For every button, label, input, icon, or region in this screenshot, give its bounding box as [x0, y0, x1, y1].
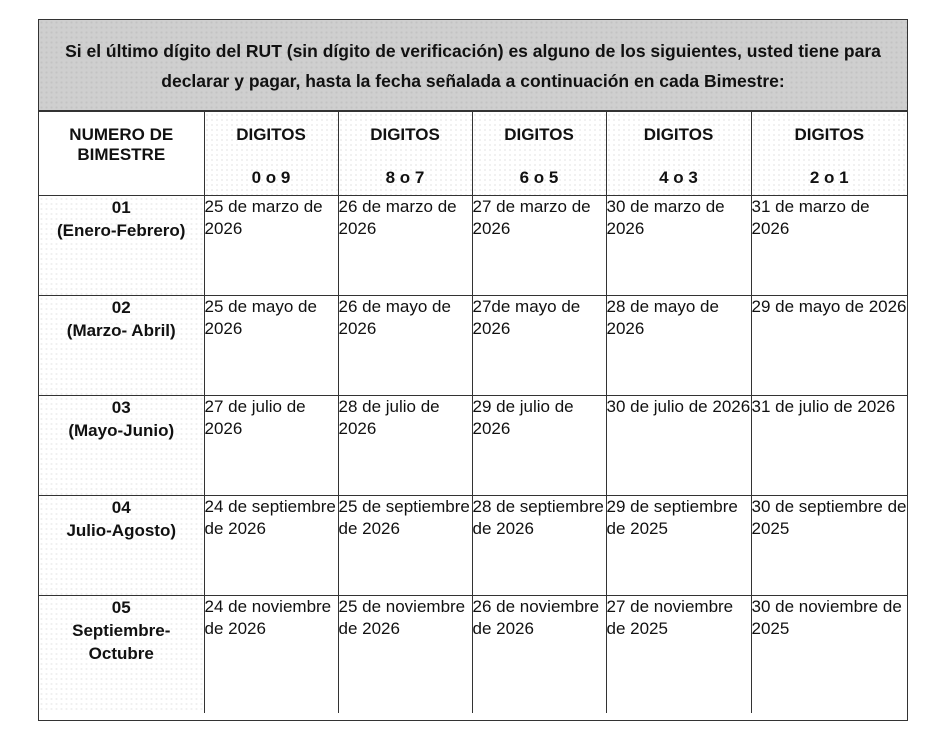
header-digits-1: [204, 112, 338, 196]
deadline-cell: 29 de septiembre de 2025: [606, 496, 751, 596]
table-row: [39, 496, 907, 596]
deadline-cell: 27 de marzo de 2026: [472, 196, 606, 296]
deadline-cell: 31 de marzo de 2026: [751, 196, 907, 296]
bimestre-name: Septiembre-Octubre: [72, 621, 171, 663]
bimestre-name: (Marzo- Abril): [66, 321, 176, 340]
header-digits-2: [338, 112, 472, 196]
deadline-cell: 26 de marzo de 2026: [338, 196, 472, 296]
bimestre-cell: [39, 596, 204, 713]
deadline-cell: 24 de septiembre de 2026: [204, 496, 338, 596]
deadline-cell: 25 de septiembre de 2026: [338, 496, 472, 596]
bimestre-number: 03: [111, 398, 131, 417]
deadline-cell: 25 de mayo de 2026: [204, 296, 338, 396]
bimestre-number: 02: [111, 298, 131, 317]
bimestre-name: Julio-Agosto): [66, 521, 177, 540]
deadline-table: [39, 111, 907, 713]
header-digits-label: DIGITOS: [236, 125, 306, 144]
bimestre-number: 01: [111, 198, 131, 217]
deadline-cell: 31 de julio de 2026: [751, 396, 907, 496]
deadline-cell: 28 de septiembre de 2026: [472, 496, 606, 596]
bimestre-number: 05: [111, 598, 131, 617]
deadline-cell: 29 de mayo de 2026: [751, 296, 907, 396]
deadline-cell: 30 de julio de 2026: [606, 396, 751, 496]
header-digits-pair: 6 o 5: [519, 168, 559, 187]
deadline-cell: 28 de julio de 2026: [338, 396, 472, 496]
header-digits-4: [606, 112, 751, 196]
deadline-cell: 24 de noviembre de 2026: [204, 596, 338, 713]
deadline-cell: 27 de julio de 2026: [204, 396, 338, 496]
deadline-cell: 25 de marzo de 2026: [204, 196, 338, 296]
bimestre-cell: [39, 196, 204, 296]
deadline-cell: 29 de julio de 2026: [472, 396, 606, 496]
deadline-table-document: [38, 19, 908, 721]
header-digits-label: DIGITOS: [643, 125, 714, 144]
header-digits-pair: 8 o 7: [385, 168, 425, 187]
deadline-cell: 30 de noviembre de 2025: [751, 596, 907, 713]
header-digits-label: DIGITOS: [370, 125, 440, 144]
table-row: [39, 596, 907, 713]
deadline-cell: 27de mayo de 2026: [472, 296, 606, 396]
table-row: [39, 396, 907, 496]
header-digits-5: [751, 112, 907, 196]
deadline-cell: 30 de marzo de 2026: [606, 196, 751, 296]
header-bimestre: [39, 112, 204, 196]
bimestre-number: 04: [111, 498, 131, 517]
header-bimestre-label: NUMERO DE BIMESTRE: [69, 125, 174, 164]
bimestre-name: (Mayo-Junio): [68, 421, 175, 440]
header-digits-pair: 4 o 3: [659, 168, 698, 187]
table-row: [39, 196, 907, 296]
instructions-banner: [39, 20, 907, 111]
header-digits-3: [472, 112, 606, 196]
deadline-cell: 28 de mayo de 2026: [606, 296, 751, 396]
table-header-row: [39, 112, 907, 196]
instructions-text: Si el último dígito del RUT (sin dígito de verificación) es alguno de los siguientes, usted tiene para declarar y pagar, hasta la fecha señalada a continuación en cada Bimestre:: [65, 41, 881, 91]
header-digits-label: DIGITOS: [504, 125, 574, 144]
bimestre-cell: [39, 396, 204, 496]
deadline-cell: 26 de mayo de 2026: [338, 296, 472, 396]
bimestre-cell: [39, 296, 204, 396]
header-digits-pair: 0 o 9: [251, 168, 291, 187]
deadline-cell: 30 de septiembre de 2025: [751, 496, 907, 596]
deadline-cell: 27 de noviembre de 2025: [606, 596, 751, 713]
deadline-cell: 25 de noviembre de 2026: [338, 596, 472, 713]
deadline-cell: 26 de noviembre de 2026: [472, 596, 606, 713]
header-digits-label: DIGITOS: [794, 125, 865, 144]
bimestre-cell: [39, 496, 204, 596]
bimestre-name: (Enero-Febrero): [57, 221, 186, 240]
header-digits-pair: 2 o 1: [809, 168, 849, 187]
table-row: [39, 296, 907, 396]
